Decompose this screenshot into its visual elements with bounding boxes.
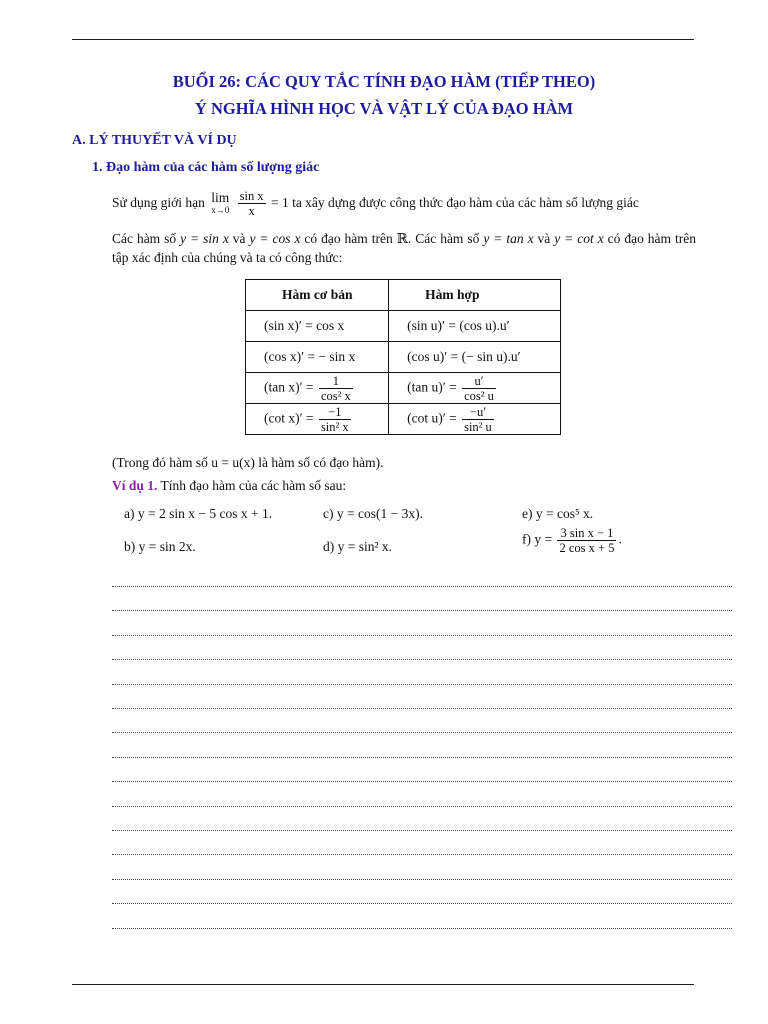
derivative-domain-paragraph bbox=[112, 229, 696, 267]
limit-fraction bbox=[238, 189, 266, 218]
page-title-line2: Ý NGHĨA HÌNH HỌC VÀ VẬT LÝ CỦA ĐẠO HÀM bbox=[194, 99, 574, 118]
answer-line bbox=[112, 854, 732, 855]
header-basic: Hàm cơ bản bbox=[246, 280, 389, 311]
tan-composite-denominator: cos² u bbox=[464, 388, 494, 403]
tan-composite-lhs: (tan u)′ = bbox=[407, 379, 457, 395]
formula-cot-composite bbox=[389, 404, 561, 435]
intro-before: Sử dụng giới hạn bbox=[112, 195, 205, 210]
answer-line bbox=[112, 635, 732, 636]
example-instruction: Tính đạo hàm của các hàm số sau: bbox=[160, 478, 347, 493]
header-composite: Hàm hợp bbox=[389, 280, 561, 311]
answer-line bbox=[112, 610, 732, 611]
formula-cot-basic bbox=[246, 404, 389, 435]
p2-text-2: và bbox=[228, 231, 250, 246]
p2-formula-tan: y = tan x bbox=[483, 231, 534, 246]
table-row bbox=[246, 373, 561, 404]
lim-word: lim bbox=[211, 189, 230, 205]
exercise-c: c) y = cos(1 − 3x). bbox=[323, 506, 423, 521]
p2-text-5: có đạo hàm trên tập xác định của chúng và ta có công thức: bbox=[112, 231, 696, 265]
cot-composite-numerator: −u′ bbox=[462, 405, 494, 420]
answer-line bbox=[112, 659, 732, 660]
answer-line bbox=[112, 928, 732, 929]
table-row bbox=[246, 311, 561, 342]
bottom-rule bbox=[72, 984, 694, 985]
answer-line bbox=[112, 586, 732, 587]
answer-line bbox=[112, 903, 732, 904]
exercise-f bbox=[522, 526, 622, 555]
answer-line bbox=[112, 830, 732, 831]
p2-formula-cos: y = cos x bbox=[249, 231, 301, 246]
answer-line bbox=[112, 806, 732, 807]
subsection-heading-1: 1. Đạo hàm của các hàm số lượng giác bbox=[92, 160, 320, 175]
exercise-f-denominator: 2 cos x + 5 bbox=[559, 541, 615, 555]
cot-composite-denominator: sin² u bbox=[464, 419, 492, 434]
limit-fraction-numerator: sin x bbox=[239, 189, 264, 204]
table-row bbox=[246, 342, 561, 373]
cot-basic-denominator: sin² x bbox=[320, 419, 349, 434]
formula-tan-composite bbox=[389, 373, 561, 404]
limit-fraction-denominator: x bbox=[248, 204, 255, 219]
top-rule bbox=[72, 39, 694, 40]
exercise-d: d) y = sin² x. bbox=[323, 539, 393, 554]
cot-basic-lhs: (cot x)′ = bbox=[264, 410, 314, 426]
p2-text-1: Các hàm số bbox=[112, 231, 181, 246]
note-paragraph: (Trong đó hàm số u = u(x) là hàm số có đạo hàm). bbox=[112, 455, 384, 470]
intro-paragraph bbox=[112, 186, 696, 220]
formula-sin-composite: (sin u)′ = (cos u).u′ bbox=[389, 311, 561, 342]
tan-composite-numerator: u′ bbox=[462, 374, 496, 389]
exercise-f-fraction bbox=[557, 526, 616, 555]
answer-line bbox=[112, 708, 732, 709]
page-title-line1: BUỔI 26: CÁC QUY TẮC TÍNH ĐẠO HÀM (TIẾP THEO) bbox=[172, 72, 596, 91]
p2-text-3: có đạo hàm trên ℝ. Các hàm số bbox=[300, 231, 484, 246]
exercise-f-tail: . bbox=[618, 531, 622, 547]
exercise-e: e) y = cos⁵ x. bbox=[522, 506, 594, 521]
formula-sin-basic: (sin x)′ = cos x bbox=[246, 311, 389, 342]
cot-basic-fraction bbox=[319, 405, 351, 434]
exercise-f-lhs: f) y = bbox=[522, 531, 553, 547]
p2-formula-sin: y = sin x bbox=[180, 231, 229, 246]
answer-line bbox=[112, 732, 732, 733]
formula-cos-composite: (cos u)′ = (− sin u).u′ bbox=[389, 342, 561, 373]
answer-line bbox=[112, 781, 732, 782]
lim-subscript: x→0 bbox=[211, 204, 230, 215]
tan-basic-fraction bbox=[319, 374, 353, 403]
intro-after: = 1 ta xây dựng được công thức đạo hàm của các hàm số lượng giác bbox=[270, 195, 639, 210]
exercise-a: a) y = 2 sin x − 5 cos x + 1. bbox=[124, 506, 273, 521]
cot-basic-numerator: −1 bbox=[319, 405, 351, 420]
exercise-b: b) y = sin 2x. bbox=[124, 539, 196, 554]
cot-composite-lhs: (cot u)′ = bbox=[407, 410, 457, 426]
tan-basic-numerator: 1 bbox=[319, 374, 353, 389]
derivative-formula-table bbox=[245, 279, 561, 435]
example-heading bbox=[112, 476, 696, 495]
table-row bbox=[246, 404, 561, 435]
section-heading-a: A. LÝ THUYẾT VÀ VÍ DỤ bbox=[72, 133, 237, 148]
example-label: Ví dụ 1. bbox=[112, 478, 158, 493]
formula-tan-basic bbox=[246, 373, 389, 404]
p2-text-4: và bbox=[533, 231, 555, 246]
tan-composite-fraction bbox=[462, 374, 496, 403]
formula-cos-basic: (cos x)′ = − sin x bbox=[246, 342, 389, 373]
answer-line bbox=[112, 684, 732, 685]
p2-formula-cot: y = cot x bbox=[554, 231, 604, 246]
cot-composite-fraction bbox=[462, 405, 494, 434]
limit-expression bbox=[211, 191, 229, 217]
exercise-f-numerator: 3 sin x − 1 bbox=[557, 526, 616, 541]
table-header-row bbox=[246, 280, 561, 311]
answer-line bbox=[112, 757, 732, 758]
answer-line bbox=[112, 879, 732, 880]
tan-basic-denominator: cos² x bbox=[320, 388, 351, 403]
tan-basic-lhs: (tan x)′ = bbox=[264, 379, 314, 395]
